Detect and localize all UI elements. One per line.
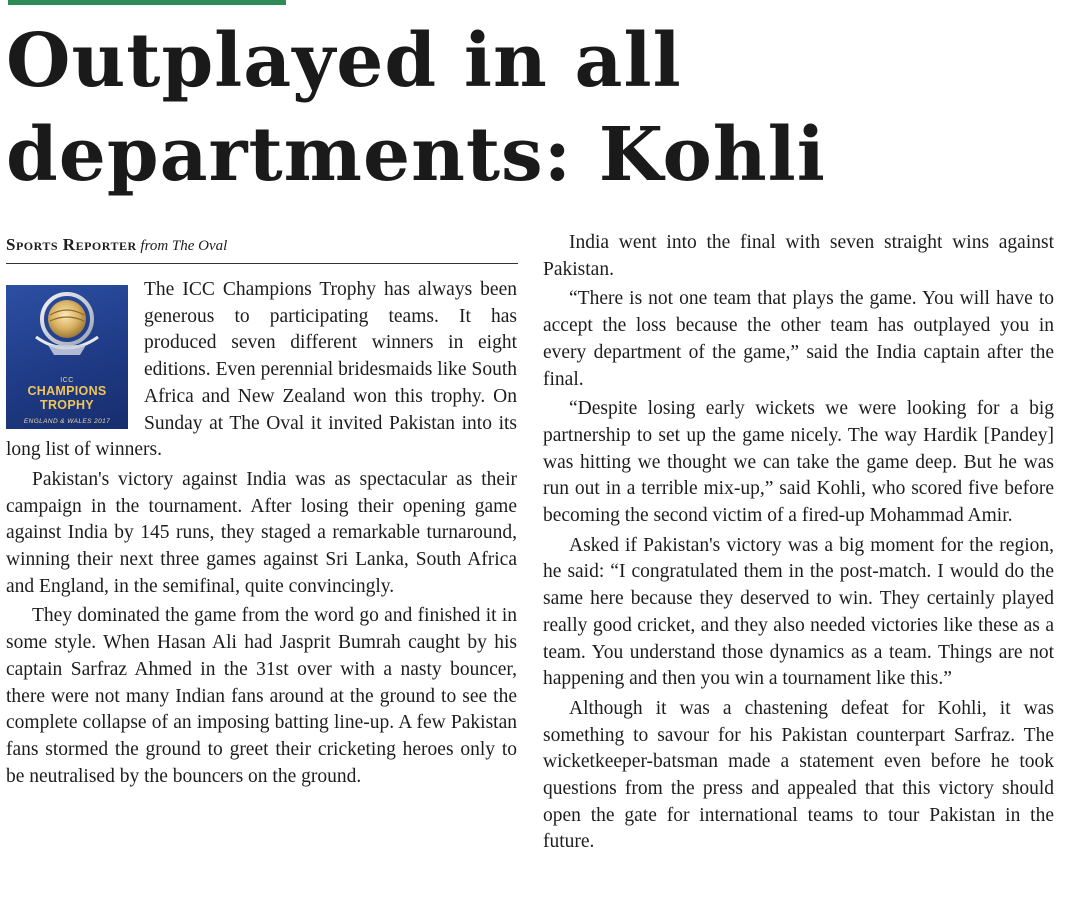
paragraph: Asked if Pakistan's victory was a big moment for the region, he said: “I congratulated them in the post-match. I would do the same here because they deserved to win. They certainly played really good cricket, and they also needed victories like these as a team. You understand those dynamics as a team. Things are not happening and then you win a tournament like this.” — [543, 534, 1054, 690]
logo-trophy-text: TROPHY — [40, 398, 94, 412]
section-color-rule — [8, 0, 286, 5]
logo-host-text: ENGLAND & WALES 2017 — [23, 418, 111, 425]
paragraph: They dominated the game from the word go and finished it in some style. When Hasan Ali had Jasprit Bumrah caught by his captain Sarfraz Ahmed in the 31st over with a nasty bouncer, there were not many Indian fans around at the ground to see the complete collapse of an imposing batting line-up. A few Pakistan fans stormed the ground to greet their cricketing heroes only to be neutralised by the bouncers on the ground. — [6, 605, 517, 787]
logo-champions-text: CHAMPIONS — [27, 384, 107, 398]
logo-icc-text: ICC — [60, 377, 74, 384]
paragraph: India went into the final with seven straight wins against Pakistan. — [543, 232, 1054, 280]
byline-place: from The Oval — [140, 238, 228, 254]
champions-trophy-logo — [6, 285, 128, 429]
byline — [6, 235, 516, 255]
headline: Outplayed in all departments: Kohli — [6, 18, 826, 198]
paragraph: “There is not one team that plays the game. You will have to accept the loss because the other team has outplayed you in every department of the game,” said the India captain after the final. — [543, 288, 1054, 390]
byline-divider — [6, 263, 518, 264]
byline-reporter: Sports Reporter — [6, 235, 137, 254]
paragraph: The ICC Champions Trophy has always been generous to participating teams. It has produced seven different winners in eight editions. Even perennial bridesmaids like South Africa and New Zealand won this trophy. On Sunday at The Oval it invited Pakistan into its long list of winners. — [6, 279, 517, 461]
article-column-right — [543, 230, 1054, 900]
paragraph: Although it was a chastening defeat for Kohli, it was something to savour for his Pakistan counterpart Sarfraz. The wicketkeeper-batsman made a statement even before he took questions from the press and appealed that this victory should open the gate for international teams to tour Pakistan in the future. — [543, 697, 1054, 853]
article-column-left — [6, 277, 517, 897]
paragraph: Pakistan's victory against India was as spectacular as their campaign in the tournament. After losing their opening game against India by 145 runs, they staged a remarkable turnaround, winning their next three games against Sri Lanka, South Africa and England, in the semifinal, quite convincingly. — [6, 468, 517, 597]
paragraph: “Despite losing early wickets we were looking for a big partnership to set up the game nicely. The way Hardik [Pandey] was hitting we thought we can take the game deep. But he was run out in a terrible mix-up,” said Kohli, who scored five before becoming the second victim of a fired-up Mohammad Amir. — [543, 398, 1054, 527]
